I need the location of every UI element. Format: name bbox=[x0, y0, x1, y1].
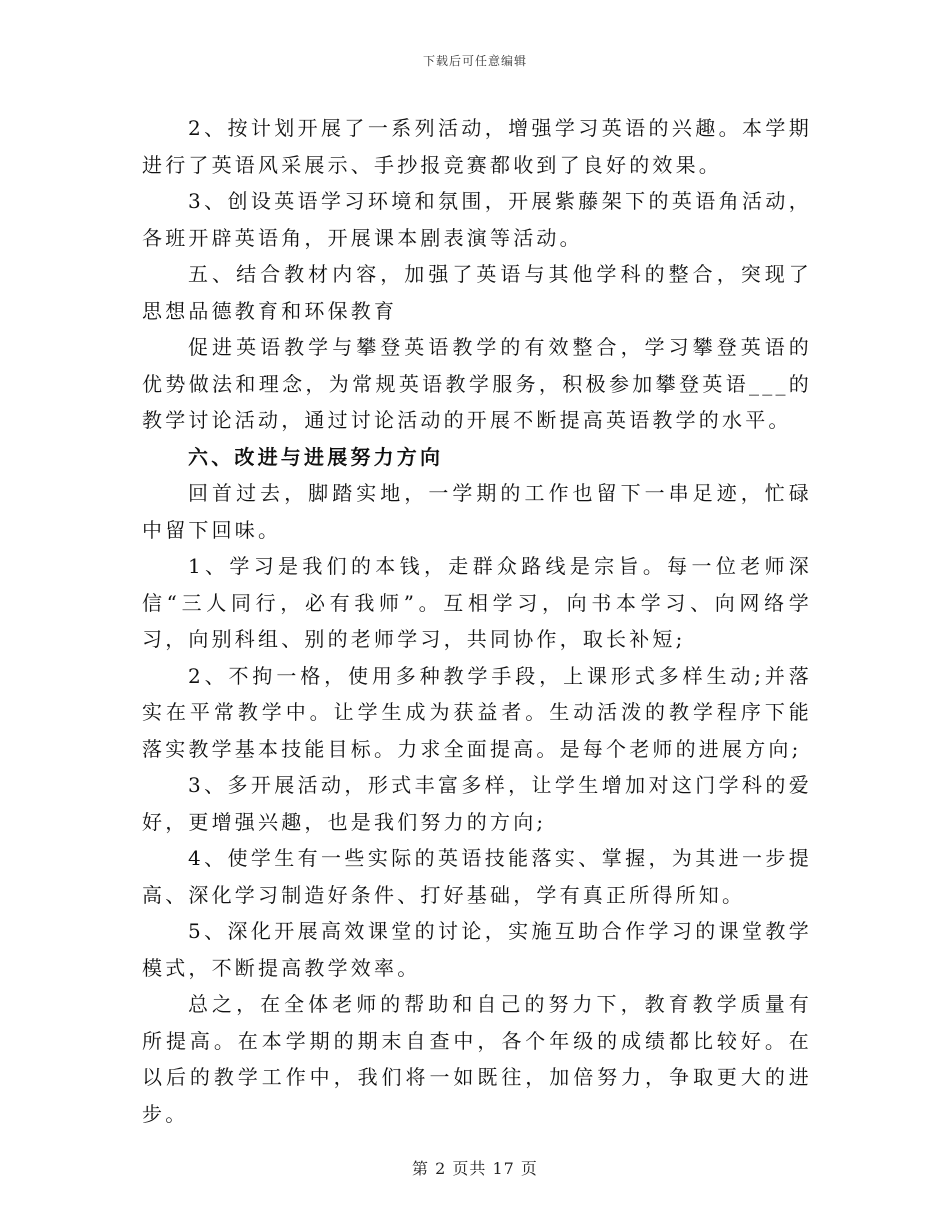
page-number-footer: 第 2 页共 17 页 bbox=[412, 1159, 538, 1178]
paragraph-environment: 3、创设英语学习环境和氛围，开展紫藤架下的英语角活动，各班开辟英语角，开展课本剧表演等活动。 bbox=[142, 189, 812, 250]
paragraph-review: 回首过去，脚踏实地，一学期的工作也留下一串足迹，忙碌中留下回味。 bbox=[142, 481, 812, 542]
paragraph-item-1: 1、学习是我们的本钱，走群众路线是宗旨。每一位老师深信“三人同行，必有我师”。互相学习，向书本学习、向网络学习，向别科组、别的老师学习，共同协作，取长补短; bbox=[142, 554, 812, 651]
paragraph-item-4: 4、使学生有一些实际的英语技能落实、掌握，为其进一步提高、深化学习制造好条件、打好基础，学有真正所得所知。 bbox=[142, 846, 812, 907]
paragraph-climbing-english: 促进英语教学与攀登英语教学的有效整合，学习攀登英语的优势做法和理念，为常规英语教学服务，积极参加攀登英语___的教学讨论活动，通过讨论活动的开展不断提高英语教学的水平。 bbox=[142, 335, 812, 432]
page-header: 下载后可任意编辑 bbox=[422, 54, 527, 68]
paragraph-item-3: 3、多开展活动，形式丰富多样，让学生增加对这门学科的爱好，更增强兴趣，也是我们努力的方向; bbox=[142, 773, 812, 834]
paragraph-item-5: 5、深化开展高效课堂的讨论，实施互助合作学习的课堂教学模式，不断提高教学效率。 bbox=[142, 919, 812, 980]
paragraph-conclusion: 总之，在全体老师的帮助和自己的努力下，教育教学质量有所提高。在本学期的期末自查中，各个年级的成绩都比较好。在以后的教学工作中，我们将一如既往，加倍努力，争取更大的进步。 bbox=[142, 992, 812, 1126]
section-heading-improvement: 六、改进与进展努力方向 bbox=[188, 444, 444, 469]
paragraph-activities: 2、按计划开展了一系列活动，增强学习英语的兴趣。本学期进行了英语风采展示、手抄报竞赛都收到了良好的效果。 bbox=[142, 116, 812, 177]
document-body bbox=[142, 110, 812, 1132]
paragraph-integration: 五、结合教材内容，加强了英语与其他学科的整合，突现了思想品德教育和环保教育 bbox=[142, 262, 812, 323]
paragraph-item-2: 2、不拘一格，使用多种教学手段，上课形式多样生动;并落实在平常教学中。让学生成为获益者。生动活泼的教学程序下能落实教学基本技能目标。力求全面提高。是每个老师的进展方向; bbox=[142, 663, 812, 761]
